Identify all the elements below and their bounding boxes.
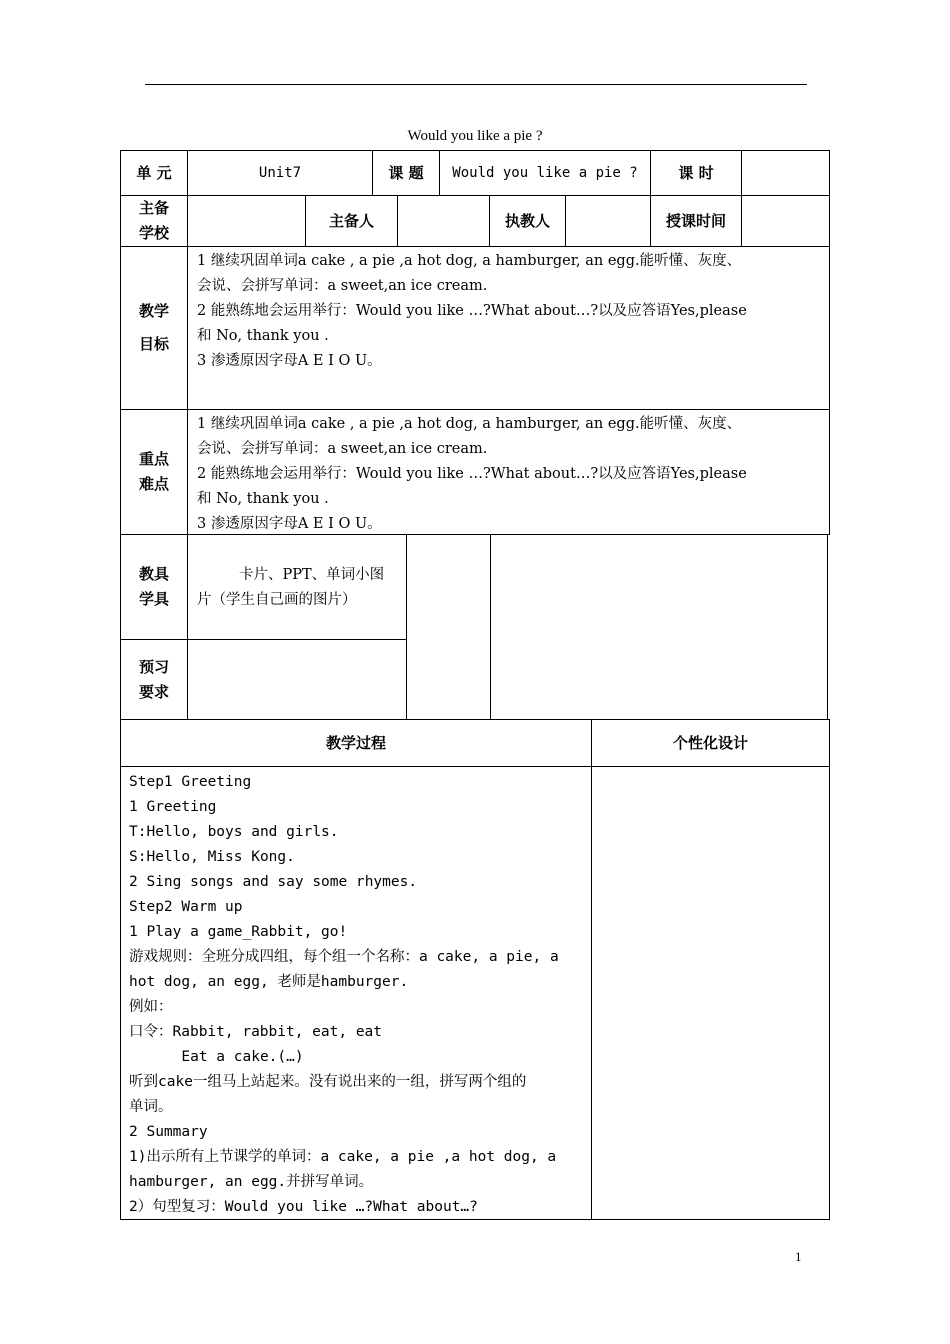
goals-line: 1 继续巩固单词a cake , a pie ,a hot dog, a hamburger, an egg.能听懂、灰度、 [197,253,742,269]
tools-label-line1: 教具 [138,565,169,583]
goals-line: 会说、会拼写单词：a sweet,an ice cream. [197,278,488,294]
topic-label: 课 题 [388,163,424,182]
goals-content-cell [187,246,830,410]
process-line: Eat a cake.(…) [129,1049,304,1065]
process-line: 1)出示所有上节课学的单词：a cake, a pie ,a hot dog, a [129,1149,557,1165]
personal-design-header: 个性化设计 [672,733,748,752]
unit-value-cell [187,150,373,196]
process-line: hot dog, an egg, 老师是hamburger. [129,974,409,990]
time-value-cell [741,195,830,247]
topic-value-cell [439,150,651,196]
process-line: 单词。 [129,1099,173,1115]
process-line: 听到cake一组马上站起来。没有说出来的一组，拼写两个组的 [129,1074,527,1090]
tools-content-cell [187,534,407,640]
tools-line: 片（学生自己画的图片） [197,592,357,608]
topic-value: Would you like a pie ? [452,165,638,181]
school-label-cell [120,195,188,247]
document-title: Would you like a pie ? [407,128,543,144]
personal-design-content-cell [591,766,830,1220]
keypoints-label-line2: 难点 [138,475,169,493]
personal-design-header-cell [591,719,830,767]
keypoints-line: 1 继续巩固单词a cake , a pie ,a hot dog, a hamburger, an egg.能听懂、灰度、 [197,416,742,432]
period-label-cell [650,150,742,196]
school-label-line1: 主备 [138,199,169,217]
preparer-label-cell [305,195,398,247]
goals-label-line2: 目标 [138,335,169,353]
preview-label-cell [120,639,188,720]
period-value-cell [741,150,830,196]
process-header-cell [120,719,592,767]
process-line: 2 Sing songs and say some rhymes. [129,874,418,890]
school-label-line2: 学校 [138,224,169,242]
keypoints-line: 3 渗透原因字母A E I O U。 [197,516,382,532]
tools-line: 卡片、PPT、单词小图 [239,567,385,583]
process-line: hamburger, an egg.并拼写单词。 [129,1174,374,1190]
tools-label-cell [120,534,188,640]
blank-cell-right [490,534,828,720]
page-number: 1 [795,1249,802,1264]
unit-label-cell [120,150,188,196]
teacher-label: 执教人 [504,211,550,230]
keypoints-label-cell [120,409,188,535]
tools-label-line2: 学具 [138,590,169,608]
process-line: 2 Summary [129,1124,208,1140]
preview-label-line2: 要求 [138,682,169,701]
school-value-cell [187,195,306,247]
process-line: 口令：Rabbit, rabbit, eat, eat [129,1024,383,1040]
preview-label-line1: 预习 [138,657,169,676]
unit-value: Unit7 [258,165,302,181]
process-line: T:Hello, boys and girls. [129,824,339,840]
teacher-value-cell [565,195,651,247]
header-rule [145,84,807,85]
keypoints-content-cell [187,409,830,535]
preparer-label: 主备人 [328,211,374,230]
time-label: 授课时间 [665,211,726,230]
teacher-label-cell [489,195,566,247]
preview-content-cell [187,639,407,720]
goals-label-line1: 教学 [138,302,169,320]
time-label-cell [650,195,742,247]
process-header: 教学过程 [325,733,386,752]
process-line: 例如： [129,999,173,1015]
goals-label-cell [120,246,188,410]
process-content-cell [120,766,592,1220]
preparer-value-cell [397,195,490,247]
goals-line: 和 No, thank you . [197,328,329,344]
keypoints-line: 和 No, thank you . [197,491,329,507]
process-line: S:Hello, Miss Kong. [129,849,295,865]
process-line: 2）句型复习：Would you like …?What about…? [129,1199,478,1215]
keypoints-label-line1: 重点 [138,450,169,468]
unit-label: 单 元 [136,163,172,182]
process-line: 1 Greeting [129,799,217,815]
process-line: Step2 Warm up [129,899,243,915]
process-line: 游戏规则：全班分成四组，每个组一个名称：a cake, a pie, a [129,949,559,965]
process-line: 1 Play a game_Rabbit, go! [129,924,348,940]
goals-line: 2 能熟练地会运用举行：Would you like …?What about…?以及应答语Yes,please [197,303,747,319]
process-line: Step1 Greeting [129,774,252,790]
goals-line: 3 渗透原因字母A E I O U。 [197,353,382,369]
keypoints-line: 会说、会拼写单词：a sweet,an ice cream. [197,441,488,457]
keypoints-line: 2 能熟练地会运用举行：Would you like …?What about…?以及应答语Yes,please [197,466,747,482]
period-label: 课 时 [678,163,714,182]
topic-label-cell [372,150,440,196]
blank-cell-middle [406,534,491,720]
